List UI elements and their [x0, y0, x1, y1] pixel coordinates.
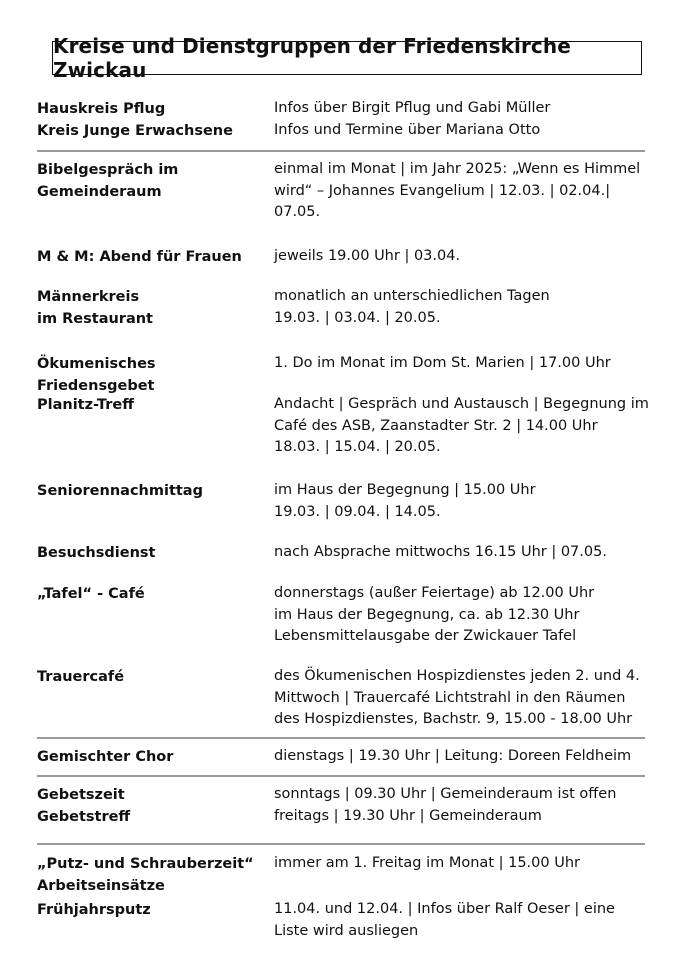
divider	[37, 737, 645, 739]
page-title: Kreise und Dienstgruppen der Friedenskirche Zwickau	[52, 41, 642, 75]
entry-label-fruehjahrsputz: Frühjahrsputz	[37, 902, 151, 918]
entry-label-bibelgespraech: Bibelgespräch im Gemeinderaum	[37, 162, 179, 200]
entry-text-tafel-cafe: donnerstags (außer Feiertage) ab 12.00 Uhr im Haus der Begegnung, ca. ab 12.30 Uhr Lebensmittelausgabe der Zwickauer Tafel	[274, 585, 595, 644]
entry-label-putzzeit: „Putz- und Schrauberzeit“ Arbeitseinsätze	[37, 856, 254, 894]
entry-text-besuchsdienst: nach Absprache mittwochs 16.15 Uhr | 07.05.	[274, 544, 607, 560]
divider	[37, 775, 645, 777]
entry-text-bibelgespraech: einmal im Monat | im Jahr 2025: „Wenn es Himmel wird“ – Johannes Evangelium | 12.03. | 02.04.| 07.05.	[274, 161, 641, 220]
entry-label-chor: Gemischter Chor	[37, 749, 174, 765]
entry-text-friedensgebet: 1. Do im Monat im Dom St. Marien | 17.00 Uhr	[274, 355, 611, 371]
entry-text-maennerkreis: monatlich an unterschiedlichen Tagen 19.03. | 03.04. | 20.05.	[274, 288, 550, 326]
divider	[37, 843, 645, 845]
entry-label-friedensgebet: Ökumenisches Friedensgebet	[37, 356, 156, 394]
entry-label-maennerkreis: Männerkreis im Restaurant	[37, 289, 153, 327]
entry-label-gebetszeit: Gebetszeit Gebetstreff	[37, 787, 131, 825]
entry-label-besuchsdienst: Besuchsdienst	[37, 545, 156, 561]
entry-label-tafel-cafe: „Tafel“ - Café	[37, 586, 145, 602]
entry-text-chor: dienstags | 19.30 Uhr | Leitung: Doreen Feldheim	[274, 748, 632, 764]
entry-text-planitz-treff: Andacht | Gespräch und Austausch | Begegnung im Café des ASB, Zaanstadter Str. 2 | 14.00 Uhr 18.03. | 15.04. | 20.05.	[274, 396, 649, 455]
divider	[37, 150, 645, 152]
entry-label-frauenabend: M & M: Abend für Frauen	[37, 249, 242, 265]
entry-text-trauercafe: des Ökumenischen Hospizdienstes jeden 2. und 4. Mittwoch | Trauercafé Lichtstrahl in den Räumen des Hospizdienstes, Bachstr. 9, 15.00 - 18.00 Uhr	[274, 668, 640, 727]
entry-text-gebetszeit: sonntags | 09.30 Uhr | Gemeinderaum ist offen freitags | 19.30 Uhr | Gemeinderaum	[274, 786, 617, 824]
entry-label-seniorennachmittag: Seniorennachmittag	[37, 483, 203, 499]
entry-label-hauskreis: Hauskreis Pflug Kreis Junge Erwachsene	[37, 101, 233, 139]
entry-text-fruehjahrsputz: 11.04. und 12.04. | Infos über Ralf Oeser | eine Liste wird ausliegen	[274, 901, 615, 939]
entry-text-seniorennachmittag: im Haus der Begegnung | 15.00 Uhr 19.03. | 09.04. | 14.05.	[274, 482, 536, 520]
entry-label-planitz-treff: Planitz-Treff	[37, 397, 134, 413]
entry-text-hauskreis: Infos über Birgit Pflug und Gabi Müller Infos und Termine über Mariana Otto	[274, 100, 551, 138]
entry-text-frauenabend: jeweils 19.00 Uhr | 03.04.	[274, 248, 461, 264]
entry-text-putzzeit: immer am 1. Freitag im Monat | 15.00 Uhr	[274, 855, 580, 871]
entry-label-trauercafe: Trauercafé	[37, 669, 125, 685]
